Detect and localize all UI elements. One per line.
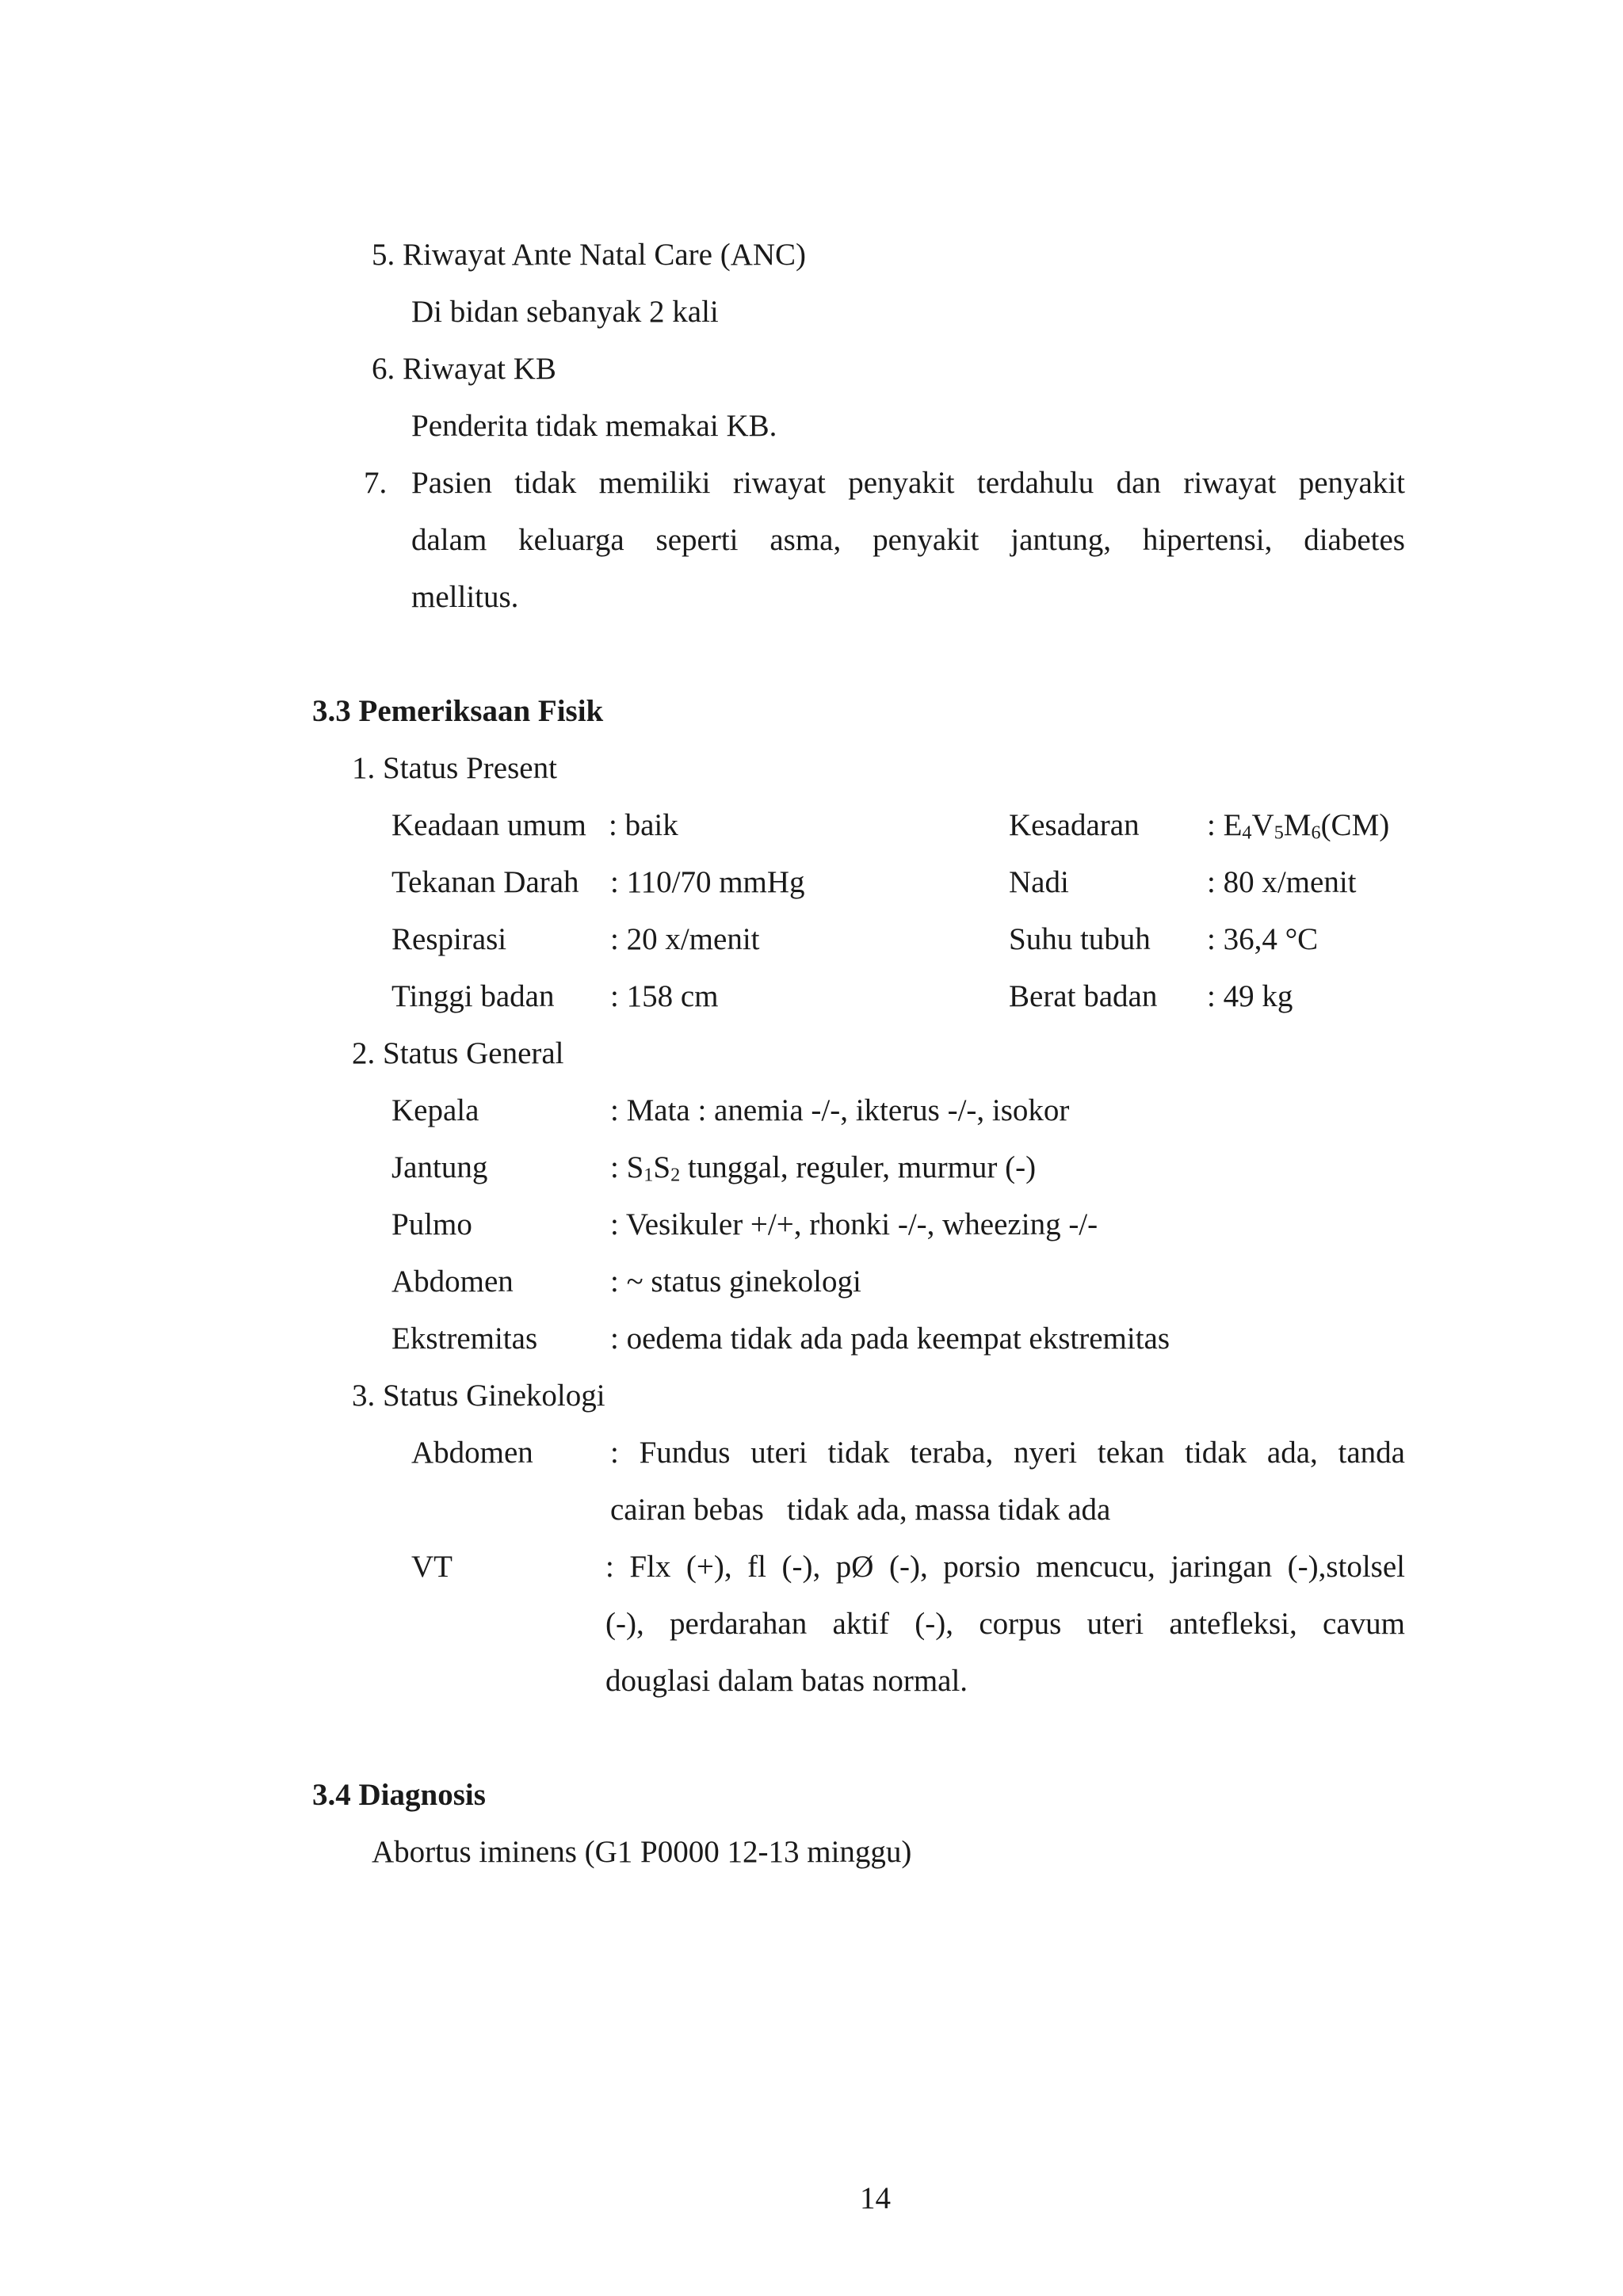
exam-heading: 3.3 Pemeriksaan Fisik [312,694,604,728]
jantung-value: : $S_1S_2$ tunggal, reguler, murmur (-) [610,1150,1037,1186]
kb-text: Penderita tidak memakai KB. [411,409,777,443]
kesadaran-label: Kesadaran [1009,808,1140,842]
jantung-label: Jantung [391,1150,488,1184]
nadi-value: : 80 x/menit [1207,865,1357,899]
bb-value: : 49 kg [1207,979,1293,1013]
item7-line1: Pasien tidak memiliki riwayat penyakit terdahulu dan riwayat penyakit [411,466,1405,500]
suhu-label: Suhu tubuh [1009,922,1151,956]
tb-label: Tinggi badan [391,979,555,1013]
pulmo-label: Pulmo [391,1207,472,1241]
status-present-title: 1. Status Present [352,751,557,785]
vt-line2: (-), perdarahan aktif (-), corpus uteri antefleksi, cavum [605,1607,1405,1641]
vt-line3: douglasi dalam batas normal. [605,1664,968,1698]
kepala-value: : Mata : anemia -/-, ikterus -/-, isokor [610,1093,1070,1127]
diagnosis-text: Abortus iminens (G1 P0000 12-13 minggu) [372,1835,912,1869]
tb-value: : 158 cm [610,979,719,1013]
ekstremitas-label: Ekstremitas [391,1322,538,1356]
item7-number: 7. [364,466,388,500]
resp-value: : 20 x/menit [610,922,760,956]
gyn-abdomen-line1: : Fundus uteri tidak teraba, nyeri tekan tidak ada, tanda [610,1436,1405,1470]
pulmo-value: : Vesikuler +/+, rhonki -/-, wheezing -/- [610,1207,1098,1241]
abdomen-value: : ~ status ginekologi [610,1264,861,1299]
kb-title: 6. Riwayat KB [372,352,556,386]
gyn-abdomen-line2: cairan bebas tidak ada, massa tidak ada [610,1493,1111,1527]
diagnosis-heading: 3.4 Diagnosis [312,1778,486,1812]
keadaan-label: Keadaan umum [391,808,586,842]
nadi-label: Nadi [1009,865,1069,899]
kesadaran-value: : $E_4V_5M_6(CM)$ [1207,808,1390,844]
abdomen-label: Abdomen [391,1264,514,1299]
item7-line2: dalam keluarga seperti asma, penyakit jantung, hipertensi, diabetes [411,523,1405,557]
td-value: : 110/70 mmHg [610,865,805,899]
ekstremitas-value: : oedema tidak ada pada keempat ekstremitas [610,1322,1170,1356]
td-label: Tekanan Darah [391,865,579,899]
vt-line1: : Flx (+), fl (-), pØ (-), porsio mencucu, jaringan (-),stolsel [605,1550,1405,1584]
suhu-value: : 36,4 °C [1207,922,1319,956]
page-number: 14 [860,2181,891,2215]
bb-label: Berat badan [1009,979,1158,1013]
item7-line3: mellitus. [411,580,519,614]
gyn-abdomen-label: Abdomen [411,1436,533,1470]
status-ginekologi-title: 3. Status Ginekologi [352,1379,605,1413]
anc-title: 5. Riwayat Ante Natal Care (ANC) [372,238,807,272]
keadaan-value: : baik [609,808,678,842]
status-general-title: 2. Status General [352,1036,564,1070]
anc-text: Di bidan sebanyak 2 kali [411,295,719,329]
kepala-label: Kepala [391,1093,479,1127]
vt-label: VT [411,1550,453,1584]
resp-label: Respirasi [391,922,507,956]
